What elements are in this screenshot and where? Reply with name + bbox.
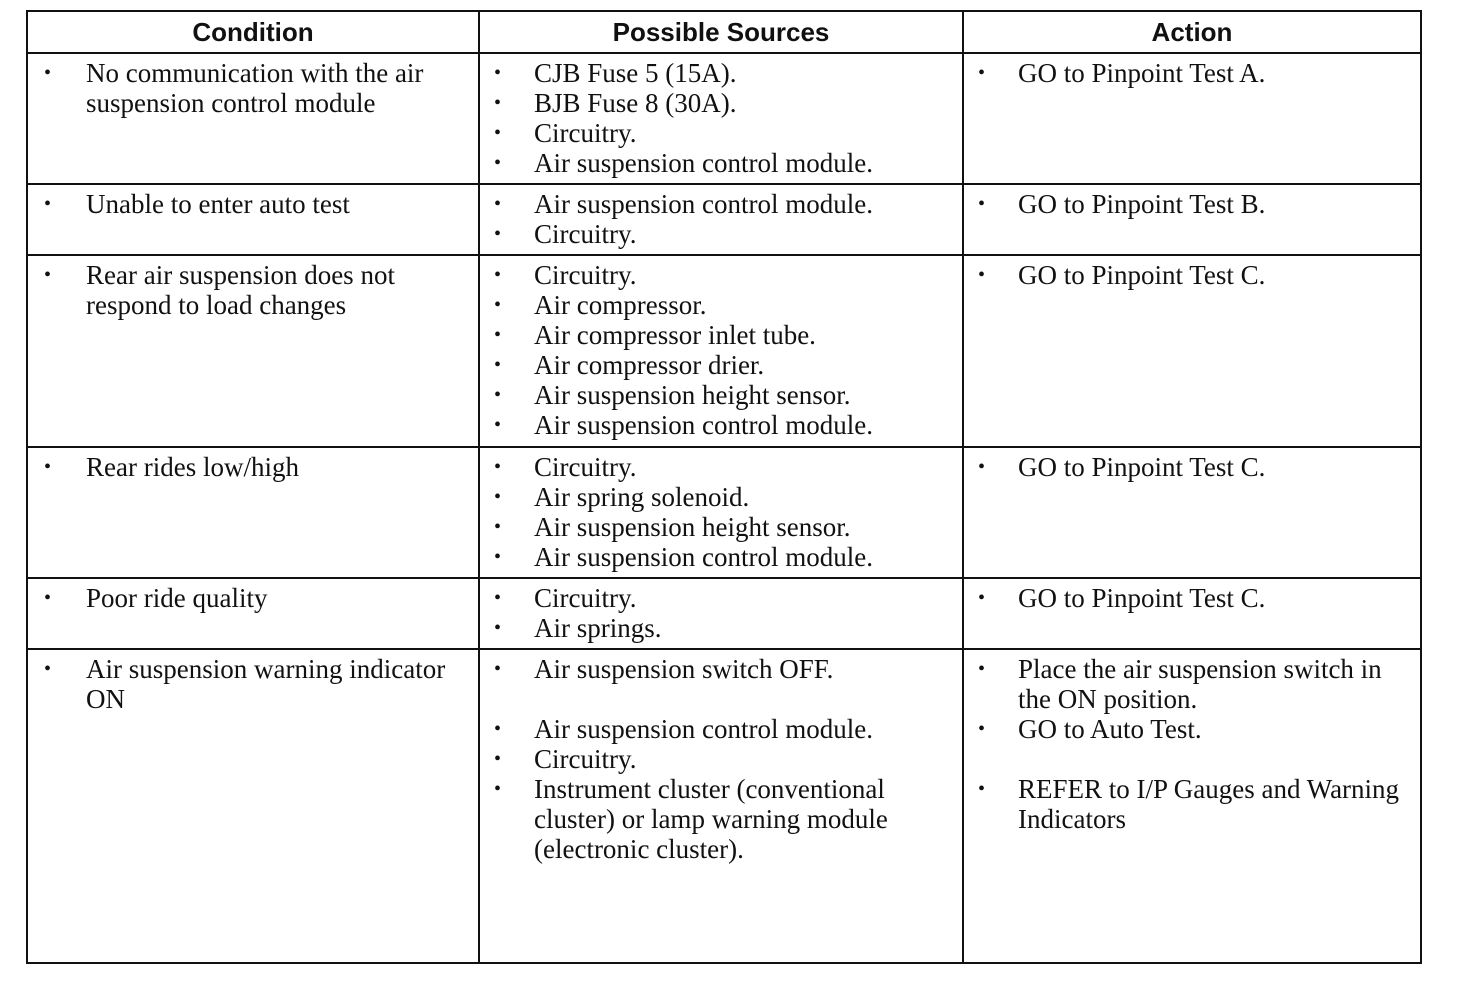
action-cell	[963, 578, 1421, 649]
table-row	[27, 649, 1421, 963]
sources-cell	[479, 578, 963, 649]
table-row	[27, 578, 1421, 649]
action-item: • GO to Pinpoint Test A.	[964, 58, 1414, 88]
source-item: • CJB Fuse 5 (15A).	[480, 58, 956, 88]
header-possible-sources: Possible Sources	[479, 11, 963, 53]
source-item: • Air suspension control module.	[480, 148, 956, 178]
source-item: • Air suspension control module.	[480, 714, 956, 744]
source-item: • Circuitry.	[480, 452, 956, 482]
source-item: • Air spring solenoid.	[480, 482, 956, 512]
source-item: • BJB Fuse 8 (30A).	[480, 88, 956, 118]
source-item: • Air suspension height sensor.	[480, 512, 956, 542]
header-row	[27, 11, 1421, 53]
condition-text: • Air suspension warning indicator ON	[28, 654, 472, 714]
action-cell	[963, 649, 1421, 963]
header-action: Action	[963, 11, 1421, 53]
source-item: • Air suspension control module.	[480, 410, 956, 440]
action-cell	[963, 184, 1421, 255]
table-row	[27, 53, 1421, 184]
action-item: • GO to Pinpoint Test C.	[964, 452, 1414, 482]
condition-cell	[27, 53, 479, 184]
sources-cell	[479, 255, 963, 447]
source-item: • Instrument cluster (conventional cluster) or lamp warning module (electronic cluster).	[480, 774, 956, 864]
condition-cell	[27, 184, 479, 255]
diagnosis-table	[26, 10, 1422, 964]
action-cell	[963, 447, 1421, 578]
action-item: • GO to Pinpoint Test C.	[964, 583, 1414, 613]
condition-cell	[27, 578, 479, 649]
source-item: • Circuitry.	[480, 118, 956, 148]
sources-cell	[479, 53, 963, 184]
condition-cell	[27, 255, 479, 447]
source-item: • Circuitry.	[480, 744, 956, 774]
source-item: • Circuitry.	[480, 583, 956, 613]
action-cell	[963, 255, 1421, 447]
header-condition: Condition	[27, 11, 479, 53]
source-item: • Air springs.	[480, 613, 956, 643]
table-row	[27, 447, 1421, 578]
action-item: • GO to Pinpoint Test B.	[964, 189, 1414, 219]
condition-text: • Rear rides low/high	[28, 452, 472, 482]
source-item: • Air suspension switch OFF.	[480, 654, 956, 684]
action-item: • Place the air suspension switch in the ON position.	[964, 654, 1414, 714]
source-item: • Air suspension height sensor.	[480, 380, 956, 410]
action-item: • GO to Pinpoint Test C.	[964, 260, 1414, 290]
table-row	[27, 184, 1421, 255]
source-item: • Air compressor.	[480, 290, 956, 320]
source-item: • Air suspension control module.	[480, 189, 956, 219]
source-item: • Air compressor drier.	[480, 350, 956, 380]
sources-cell	[479, 649, 963, 963]
condition-cell	[27, 447, 479, 578]
sources-cell	[479, 184, 963, 255]
condition-cell	[27, 649, 479, 963]
action-cell	[963, 53, 1421, 184]
sources-cell	[479, 447, 963, 578]
condition-text: • Poor ride quality	[28, 583, 472, 613]
condition-text: • Unable to enter auto test	[28, 189, 472, 219]
action-item: • GO to Auto Test.	[964, 714, 1414, 744]
source-item: • Circuitry.	[480, 219, 956, 249]
action-item: • REFER to I/P Gauges and Warning Indicators	[964, 774, 1414, 834]
condition-text: • No communication with the air suspension control module	[28, 58, 472, 118]
source-item: • Air suspension control module.	[480, 542, 956, 572]
source-item: • Circuitry.	[480, 260, 956, 290]
condition-text: • Rear air suspension does not respond to load changes	[28, 260, 472, 320]
table-row	[27, 255, 1421, 447]
source-item: • Air compressor inlet tube.	[480, 320, 956, 350]
